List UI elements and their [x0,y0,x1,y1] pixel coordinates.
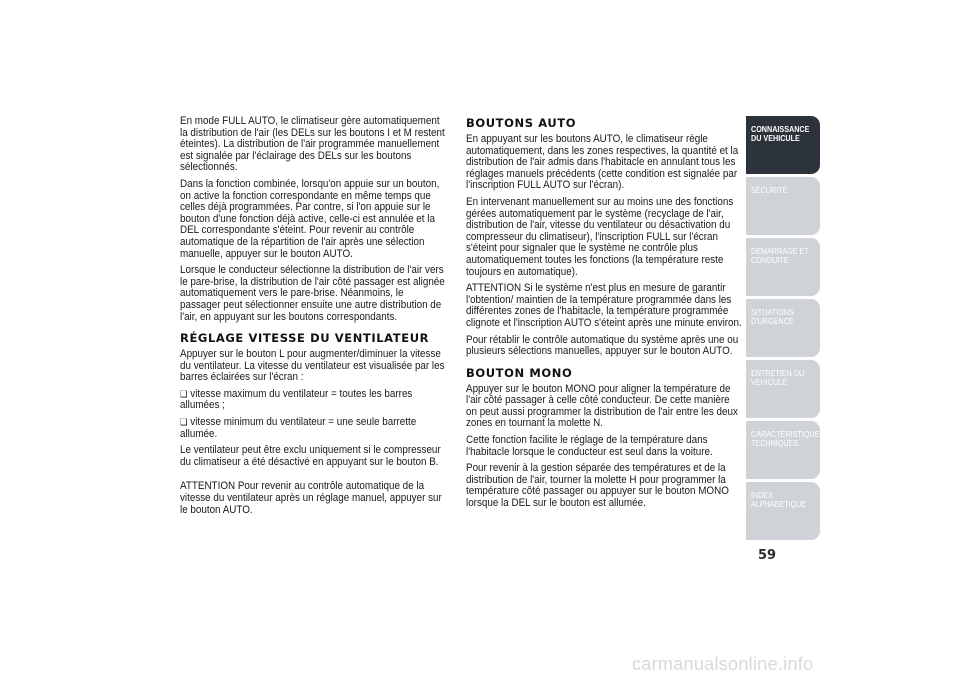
paragraph-mono-separate: Pour revenir à la gestion séparée des températures et de la distribution de l'air, tourner la molette H pour programmer la température côté passager ou appuyer sur le bouton MONO lorsque la DEL sur le bouton est allumée. [466,462,729,510]
tab-label: INDEX ALPHABETIQUE [751,490,807,509]
tab-label: SÉCURITÉ [751,185,788,195]
paragraph-mono-driver-alone: Cette fonction facilite le réglage de la température dans l'habitacle lorsque le conducteur est seul dans la voiture. [466,434,713,458]
paragraph-restore-auto: Pour rétablir le contrôle automatique du système après une ou plusieurs sélections manuelles, appuyer sur le bouton AUTO. [466,333,739,358]
tab-label: CONNAISSANCE DU VEHICULE [751,124,810,143]
tab-label: ENTRETIEN DU VEHICULE [751,368,805,387]
bullet-min-speed: ❑ vitesse minimum du ventilateur = une seule barrette allumée. [180,417,447,440]
heading-auto-buttons: BOUTONS AUTO [466,116,577,130]
paragraph-auto-press: En appuyant sur les boutons AUTO, le climatiseur règle automatiquement, dans les zones respectives, la quantité et la distribution de l'air admis dans l'habitacle en annulant tous les réglages manuels précédents (cette condition est signalée par l'inscription FULL AUTO sur l'écran). [466,133,739,192]
paragraph-fan-button: Appuyer sur le bouton L pour augmenter/diminuer la vitesse du ventilateur. La vitesse du ventilateur est visualisée par les barres éclairées sur l'écran : [180,348,445,384]
left-column [180,116,448,521]
paragraph-windscreen-distribution: Lorsque le conducteur sélectionne la distribution de l'air vers le pare-brise, la distribution de l'air côté passager est alignée automatiquement vers le pare-brise. Néanmoins, le passager peut sélectionner ensuite une autre distribution de l'air, en appuyant sur les boutons correspondants. [180,264,445,323]
tab-label: CARACTÉRISTIQUES TECHNIQUES [751,429,825,448]
tab-label: DÉMARRAGE ET CONDUITE [751,246,809,265]
section-tabs [746,116,825,543]
bullet-max-speed: ❑ vitesse maximum du ventilateur = toutes les barres allumées ; [180,389,447,412]
tab-index-alphabetique[interactable] [746,482,820,540]
paragraph-manual-intervention: En intervenant manuellement sur au moins une des fonctions gérées automatiquement par le système (recyclage de l'air, distribution de l'air, vitesse du ventilateur ou désactivation du compresseur du climatiseur), l'inscription FULL sur l'écran s'éteint pour signaler que le système ne contrôle plus automatiquement toutes les fonctions (la température reste toujours en automatique). [466,195,734,278]
paragraph-fan-attention: ATTENTION Pour revenir au contrôle automatique de la vitesse du ventilateur après un réglage manuel, appuyer sur le bouton AUTO. [180,480,442,516]
tab-label: SITUATIONS D'URGENCE [751,307,794,326]
paragraph-full-auto: En mode FULL AUTO, le climatiseur gère automatiquement la distribution de l'air (les DELs sur les boutons I et M restent éteintes). La distribution de l'air programmée manuellement est signalée par l'éclairage des DELs sur les boutons sélectionnés. [180,115,445,174]
paragraph-fan-exclusion: Le ventilateur peut être exclu uniquement si le compresseur du climatiseur a été désactivé en appuyant sur le bouton B. [180,444,441,468]
watermark: carmanualsonline.info [632,654,814,674]
heading-mono-button: BOUTON MONO [466,365,573,380]
page-number: 59 [758,548,777,563]
paragraph-auto-attention: ATTENTION Si le système n'est plus en mesure de garantir l'obtention/ maintien de la température programmée dans les différentes zones de l'habitacle, la température programmée clignote et l'inscription AUTO s'éteint après une minute environ. [466,282,742,329]
tab-connaissance-vehicule[interactable] [746,116,820,174]
heading-fan-speed: RÉGLAGE VITESSE DU VENTILATEUR [180,331,430,346]
tab-entretien-vehicule[interactable] [746,360,820,418]
paragraph-combined-function: Dans la fonction combinée, lorsqu'on appuie sur un bouton, on active la fonction correspondante en même temps que celles déjà programmées. Par contre, si l'on appuie sur le bouton d'une fonction déjà active, celle-ci est annulée et la DEL correspondante s'éteint. Pour revenir au contrôle automatique de la répartition de l'air après une sélection manuelle, appuyer sur le bouton AUTO. [180,177,440,260]
right-column [466,116,744,515]
tab-caracteristiques-techniques[interactable] [746,421,825,479]
tab-securite[interactable] [746,177,820,235]
tab-demarrage-conduite[interactable] [746,238,820,296]
paragraph-mono-press: Appuyer sur le bouton MONO pour aligner la température de l'air côté passager à celle côté conducteur. De cette manière on peut aussi programmer la distribution de l'air entre les deux zones en tournant la molette N. [466,382,738,430]
tab-situations-urgence[interactable] [746,299,820,357]
